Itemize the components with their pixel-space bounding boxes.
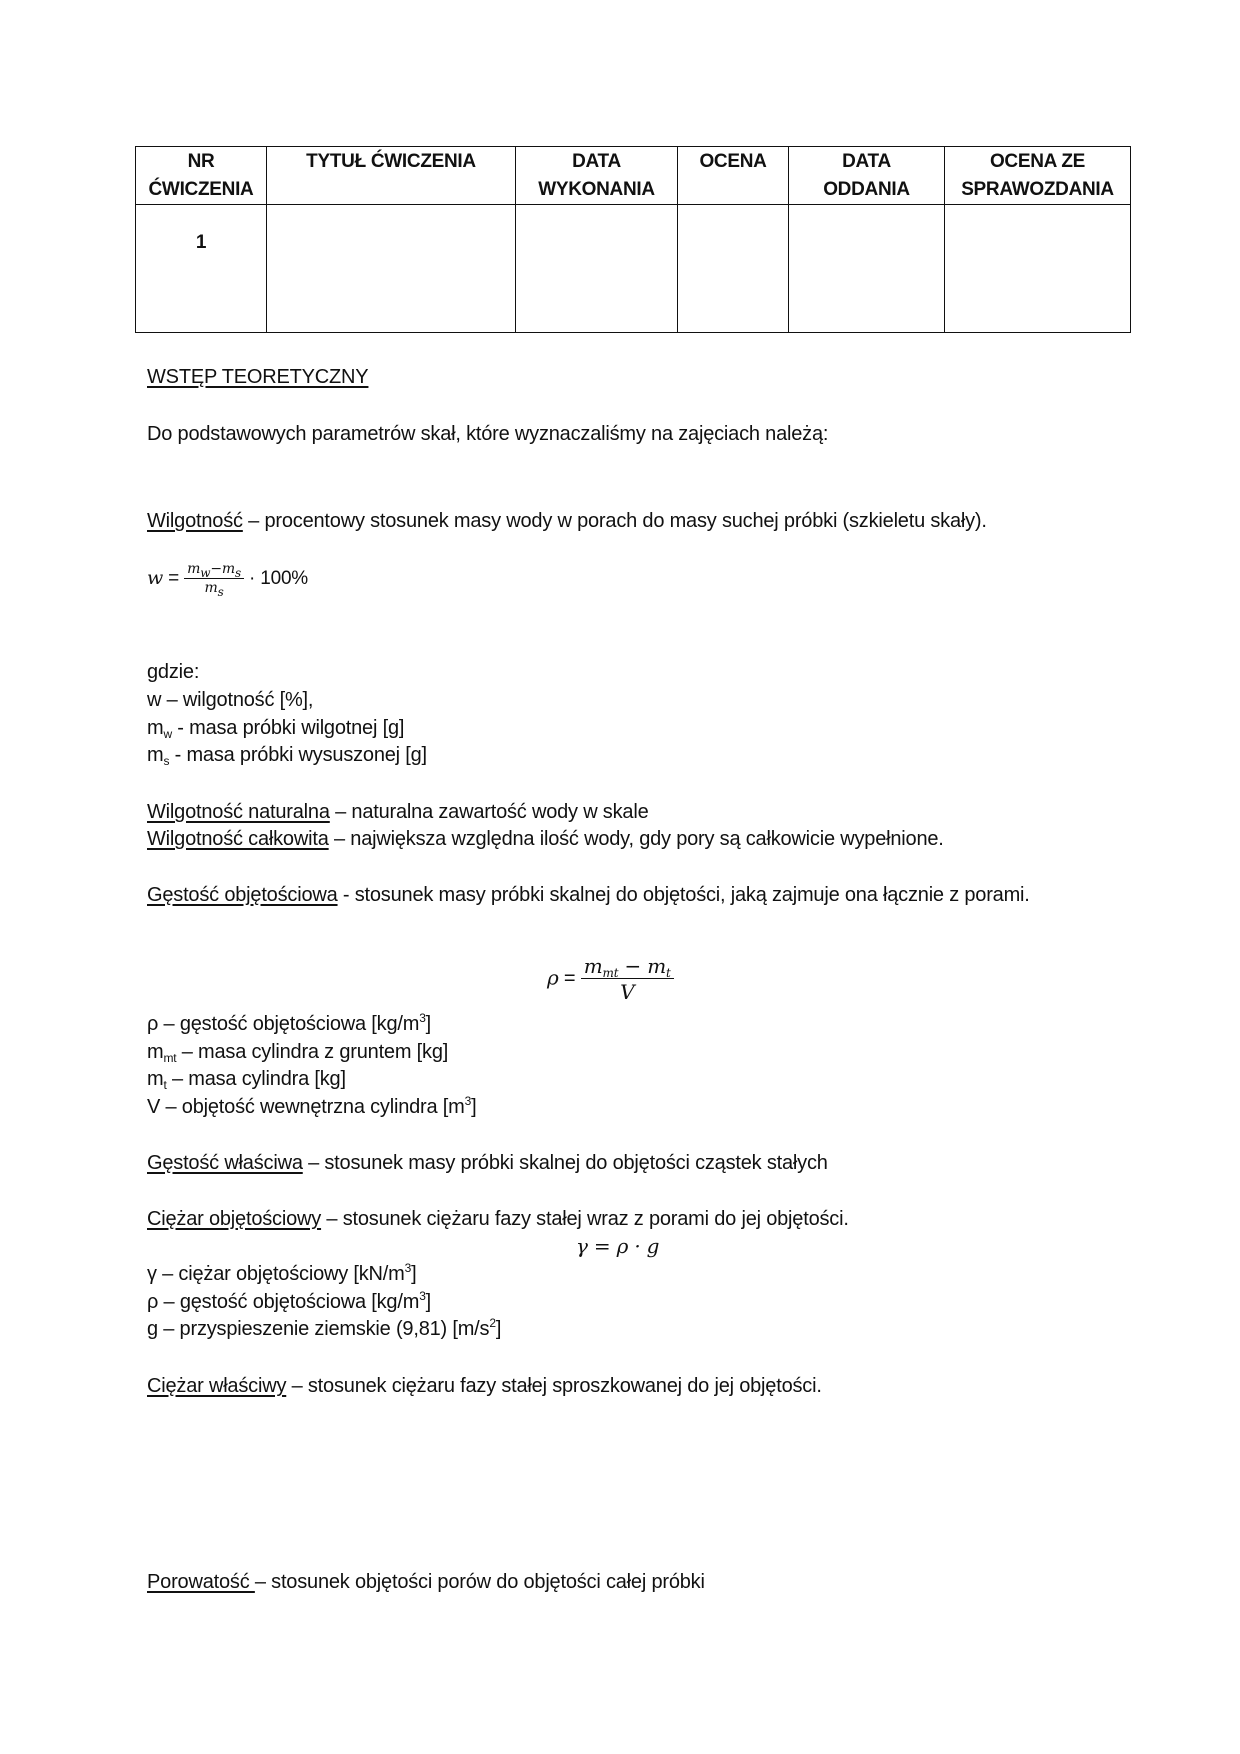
wilgotnosc-naturalna: Wilgotność naturalna – naturalna zawartość wody w skale [147, 801, 649, 823]
cell-nr: 1 [136, 205, 267, 333]
var-v: V – objętość wewnętrzna cylindra $[m^3]$ [147, 1094, 477, 1118]
var-g: g – przyspieszenie ziemskie (9,81) $[m/s^2]$ [147, 1316, 502, 1340]
header-nr-cwiczenia: NR ĆWICZENIA [136, 147, 267, 205]
table-row [136, 205, 1131, 333]
var-mt: $m_t$ – masa cylindra [kg] [147, 1068, 346, 1092]
gestosc-wlasciwa: Gęstość właściwa – stosunek masy próbki skalnej do objętości cząstek stałych [147, 1152, 828, 1174]
cell-ocena [678, 205, 789, 333]
header-data-oddania: DATA ODDANIA [789, 147, 945, 205]
cell-tytul [267, 205, 516, 333]
var-gamma: γ – ciężar objętościowy $[kN/m^3]$ [147, 1261, 417, 1285]
var-mw: $m_w$ - masa próbki wilgotnej [g] [147, 717, 405, 741]
header-tytul: TYTUŁ ĆWICZENIA [267, 147, 516, 205]
var-mmt: $m_{mt}$ – masa cylindra z gruntem [kg] [147, 1041, 449, 1065]
wilgotnosc-calkowita: Wilgotność całkowita – największa względna ilość wody, gdy pory są całkowicie wypełnione. [147, 828, 944, 850]
var-rho: ρ – gęstość objętościowa $[kg/m^3]$ [147, 1011, 432, 1035]
cell-ocena-sprawozdania [945, 205, 1131, 333]
exercise-table [135, 146, 1131, 333]
gestosc-objetosciowa: Gęstość objętościowa - stosunek masy próbki skalnej do objętości, jaką zajmuje ona łącznie z porami. [147, 884, 1030, 906]
fraction: $\frac{m_w-m_s}{m_s}$ [184, 562, 244, 597]
cell-data-wykonania [516, 205, 678, 333]
var-ms: $m_s$ - masa próbki wysuszonej [g] [147, 744, 427, 768]
header-ocena: OCENA [678, 147, 789, 205]
gestosc-formula: ρ = $\frac{m_{mt} - m_t}{V}$ [547, 955, 674, 1003]
header-ocena-sprawozdania: OCENA ZE SPRAWOZDANIA [945, 147, 1131, 205]
term: Wilgotność [147, 510, 243, 532]
table-header-row [136, 147, 1131, 205]
fraction: $\frac{m_{mt} - m_t}{V}$ [581, 955, 674, 1003]
ciezar-wlasciwy: Ciężar właściwy – stosunek ciężaru fazy stałej sproszkowanej do jej objętości. [147, 1375, 822, 1397]
section-title: WSTĘP TEORETYCZNY [147, 366, 369, 388]
var-rho-2: ρ – gęstość objętościowa $[kg/m^3]$ [147, 1289, 432, 1313]
gdzie-label: gdzie: [147, 661, 200, 683]
cell-data-oddania [789, 205, 945, 333]
ciezar-objetosciowy: Ciężar objętościowy – stosunek ciężaru fazy stałej wraz z porami do jej objętości. [147, 1208, 849, 1230]
ciezar-formula: γ = ρ · g [576, 1234, 660, 1258]
intro-text: Do podstawowych parametrów skał, które wyznaczaliśmy na zajęciach należą: [147, 423, 829, 445]
header-data-wykonania: DATA WYKONANIA [516, 147, 678, 205]
var-w: w – wilgotność [%], [147, 689, 314, 711]
wilgotnosc-definition: Wilgotność – procentowy stosunek masy wody w porach do masy suchej próbki (szkieletu skały). [147, 510, 987, 532]
wilgotnosc-formula: w = $\frac{m_w-m_s}{m_s}$ · 100% [147, 560, 309, 599]
porowatosc: Porowatość – stosunek objętości porów do objętości całej próbki [147, 1571, 705, 1593]
